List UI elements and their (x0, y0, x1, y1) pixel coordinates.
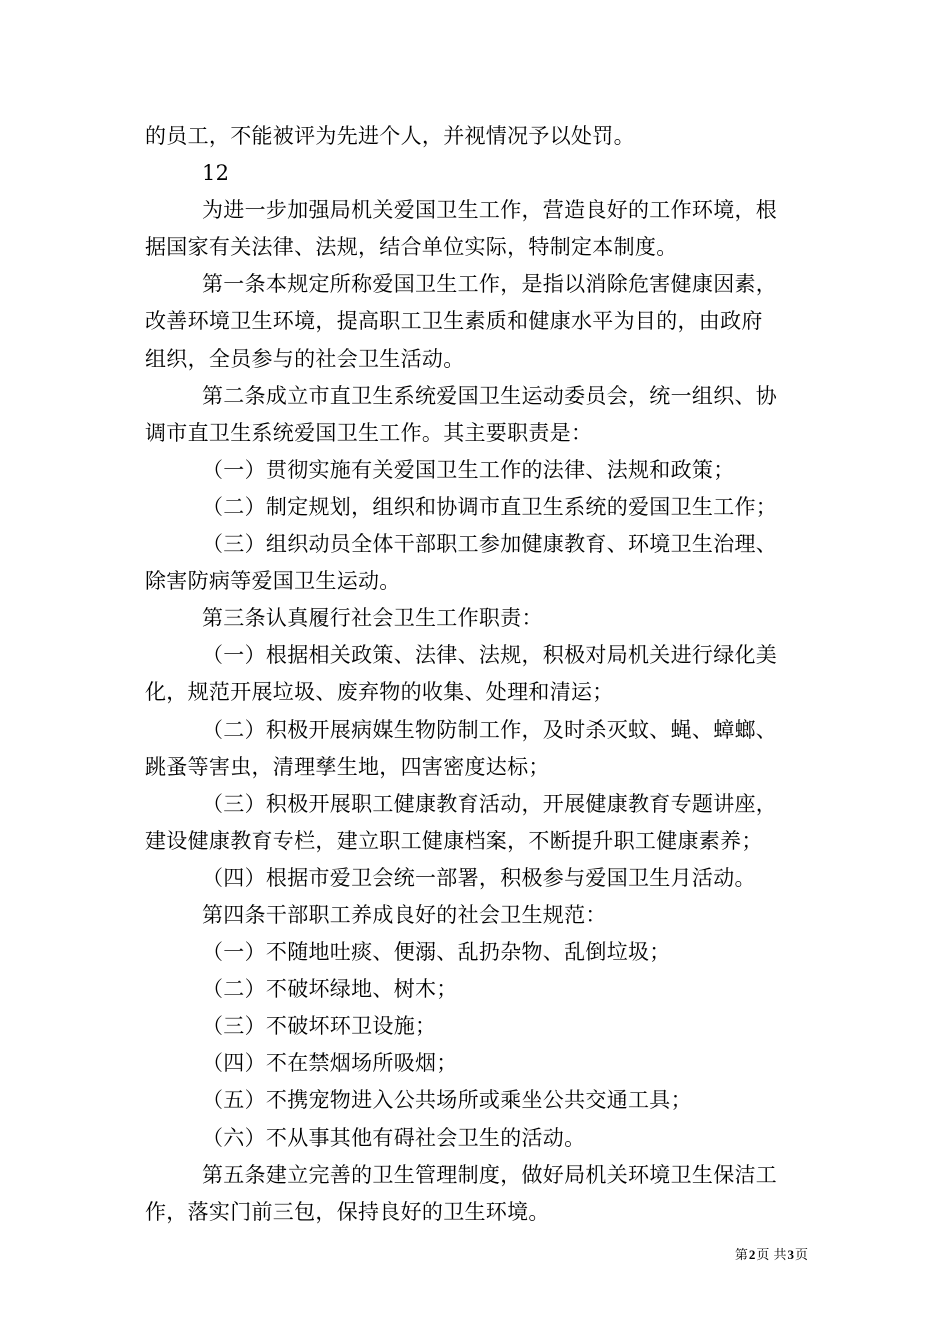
text-line: （四）根据市爱卫会统一部署，积极参与爱国卫生月活动。 (202, 865, 756, 890)
text-line: （六）不从事其他有碍社会卫生的活动。 (202, 1125, 586, 1150)
text-line: （一）贯彻实施有关爱国卫生工作的法律、法规和政策； (202, 457, 735, 482)
document-body (145, 118, 810, 1231)
page-footer (735, 1246, 808, 1265)
text-line: 组织，全员参与的社会卫生活动。 (145, 346, 465, 371)
text-line: 为进一步加强局机关爱国卫生工作，营造良好的工作环境，根 (202, 198, 778, 223)
text-line: 调市直卫生系统爱国卫生工作。其主要职责是： (145, 420, 593, 445)
text-line: （一）根据相关政策、法律、法规，积极对局机关进行绿化美 (202, 643, 778, 668)
text-line: 第二条成立市直卫生系统爱国卫生运动委员会，统一组织、协 (202, 383, 778, 408)
text-line: （三）积极开展职工健康教育活动，开展健康教育专题讲座， (202, 791, 778, 816)
text-line: （二）不破坏绿地、树木； (202, 977, 458, 1002)
current-page-number: 2 (748, 1247, 756, 1262)
footer-middle: 页 共 (756, 1248, 787, 1263)
text-line: 第一条本规定所称爱国卫生工作，是指以消除危害健康因素， (202, 272, 778, 297)
footer-prefix: 第 (734, 1248, 748, 1263)
text-line: 第五条建立完善的卫生管理制度，做好局机关环境卫生保洁工 (202, 1162, 778, 1187)
text-line: （二）积极开展病媒生物防制工作，及时杀灭蚊、蝇、蟑螂、 (202, 717, 778, 742)
text-line: 除害防病等爱国卫生运动。 (145, 569, 401, 594)
text-line: 12 (202, 161, 230, 186)
text-line: 建设健康教育专栏，建立职工健康档案，不断提升职工健康素养； (145, 828, 763, 853)
text-line: 化，规范开展垃圾、废弃物的收集、处理和清运； (145, 680, 614, 705)
text-line: （三）不破坏环卫设施； (202, 1014, 437, 1039)
text-line: 作，落实门前三包，保持良好的卫生环境。 (145, 1199, 550, 1224)
total-page-count: 3 (787, 1247, 794, 1262)
text-line: （五）不携宠物进入公共场所或乘坐公共交通工具； (202, 1088, 692, 1113)
text-line: （一）不随地吐痰、便溺、乱扔杂物、乱倒垃圾； (202, 940, 671, 965)
text-line: （四）不在禁烟场所吸烟； (202, 1051, 458, 1076)
text-line: 的员工，不能被评为先进个人，并视情况予以处罚。 (145, 124, 635, 148)
text-line: （二）制定规划，组织和协调市直卫生系统的爱国卫生工作； (202, 494, 778, 519)
footer-suffix: 页 (794, 1248, 808, 1263)
text-line: 第四条干部职工养成良好的社会卫生规范： (202, 902, 607, 927)
text-line: 跳蚤等害虫，清理孳生地，四害密度达标； (145, 754, 550, 779)
text-line: 据国家有关法律、法规，结合单位实际，特制定本制度。 (145, 235, 678, 260)
text-line: 改善环境卫生环境，提高职工卫生素质和健康水平为目的，由政府 (145, 309, 763, 334)
text-line: 第三条认真履行社会卫生工作职责： (202, 606, 543, 631)
text-line: （三）组织动员全体干部职工参加健康教育、环境卫生治理、 (202, 532, 778, 557)
